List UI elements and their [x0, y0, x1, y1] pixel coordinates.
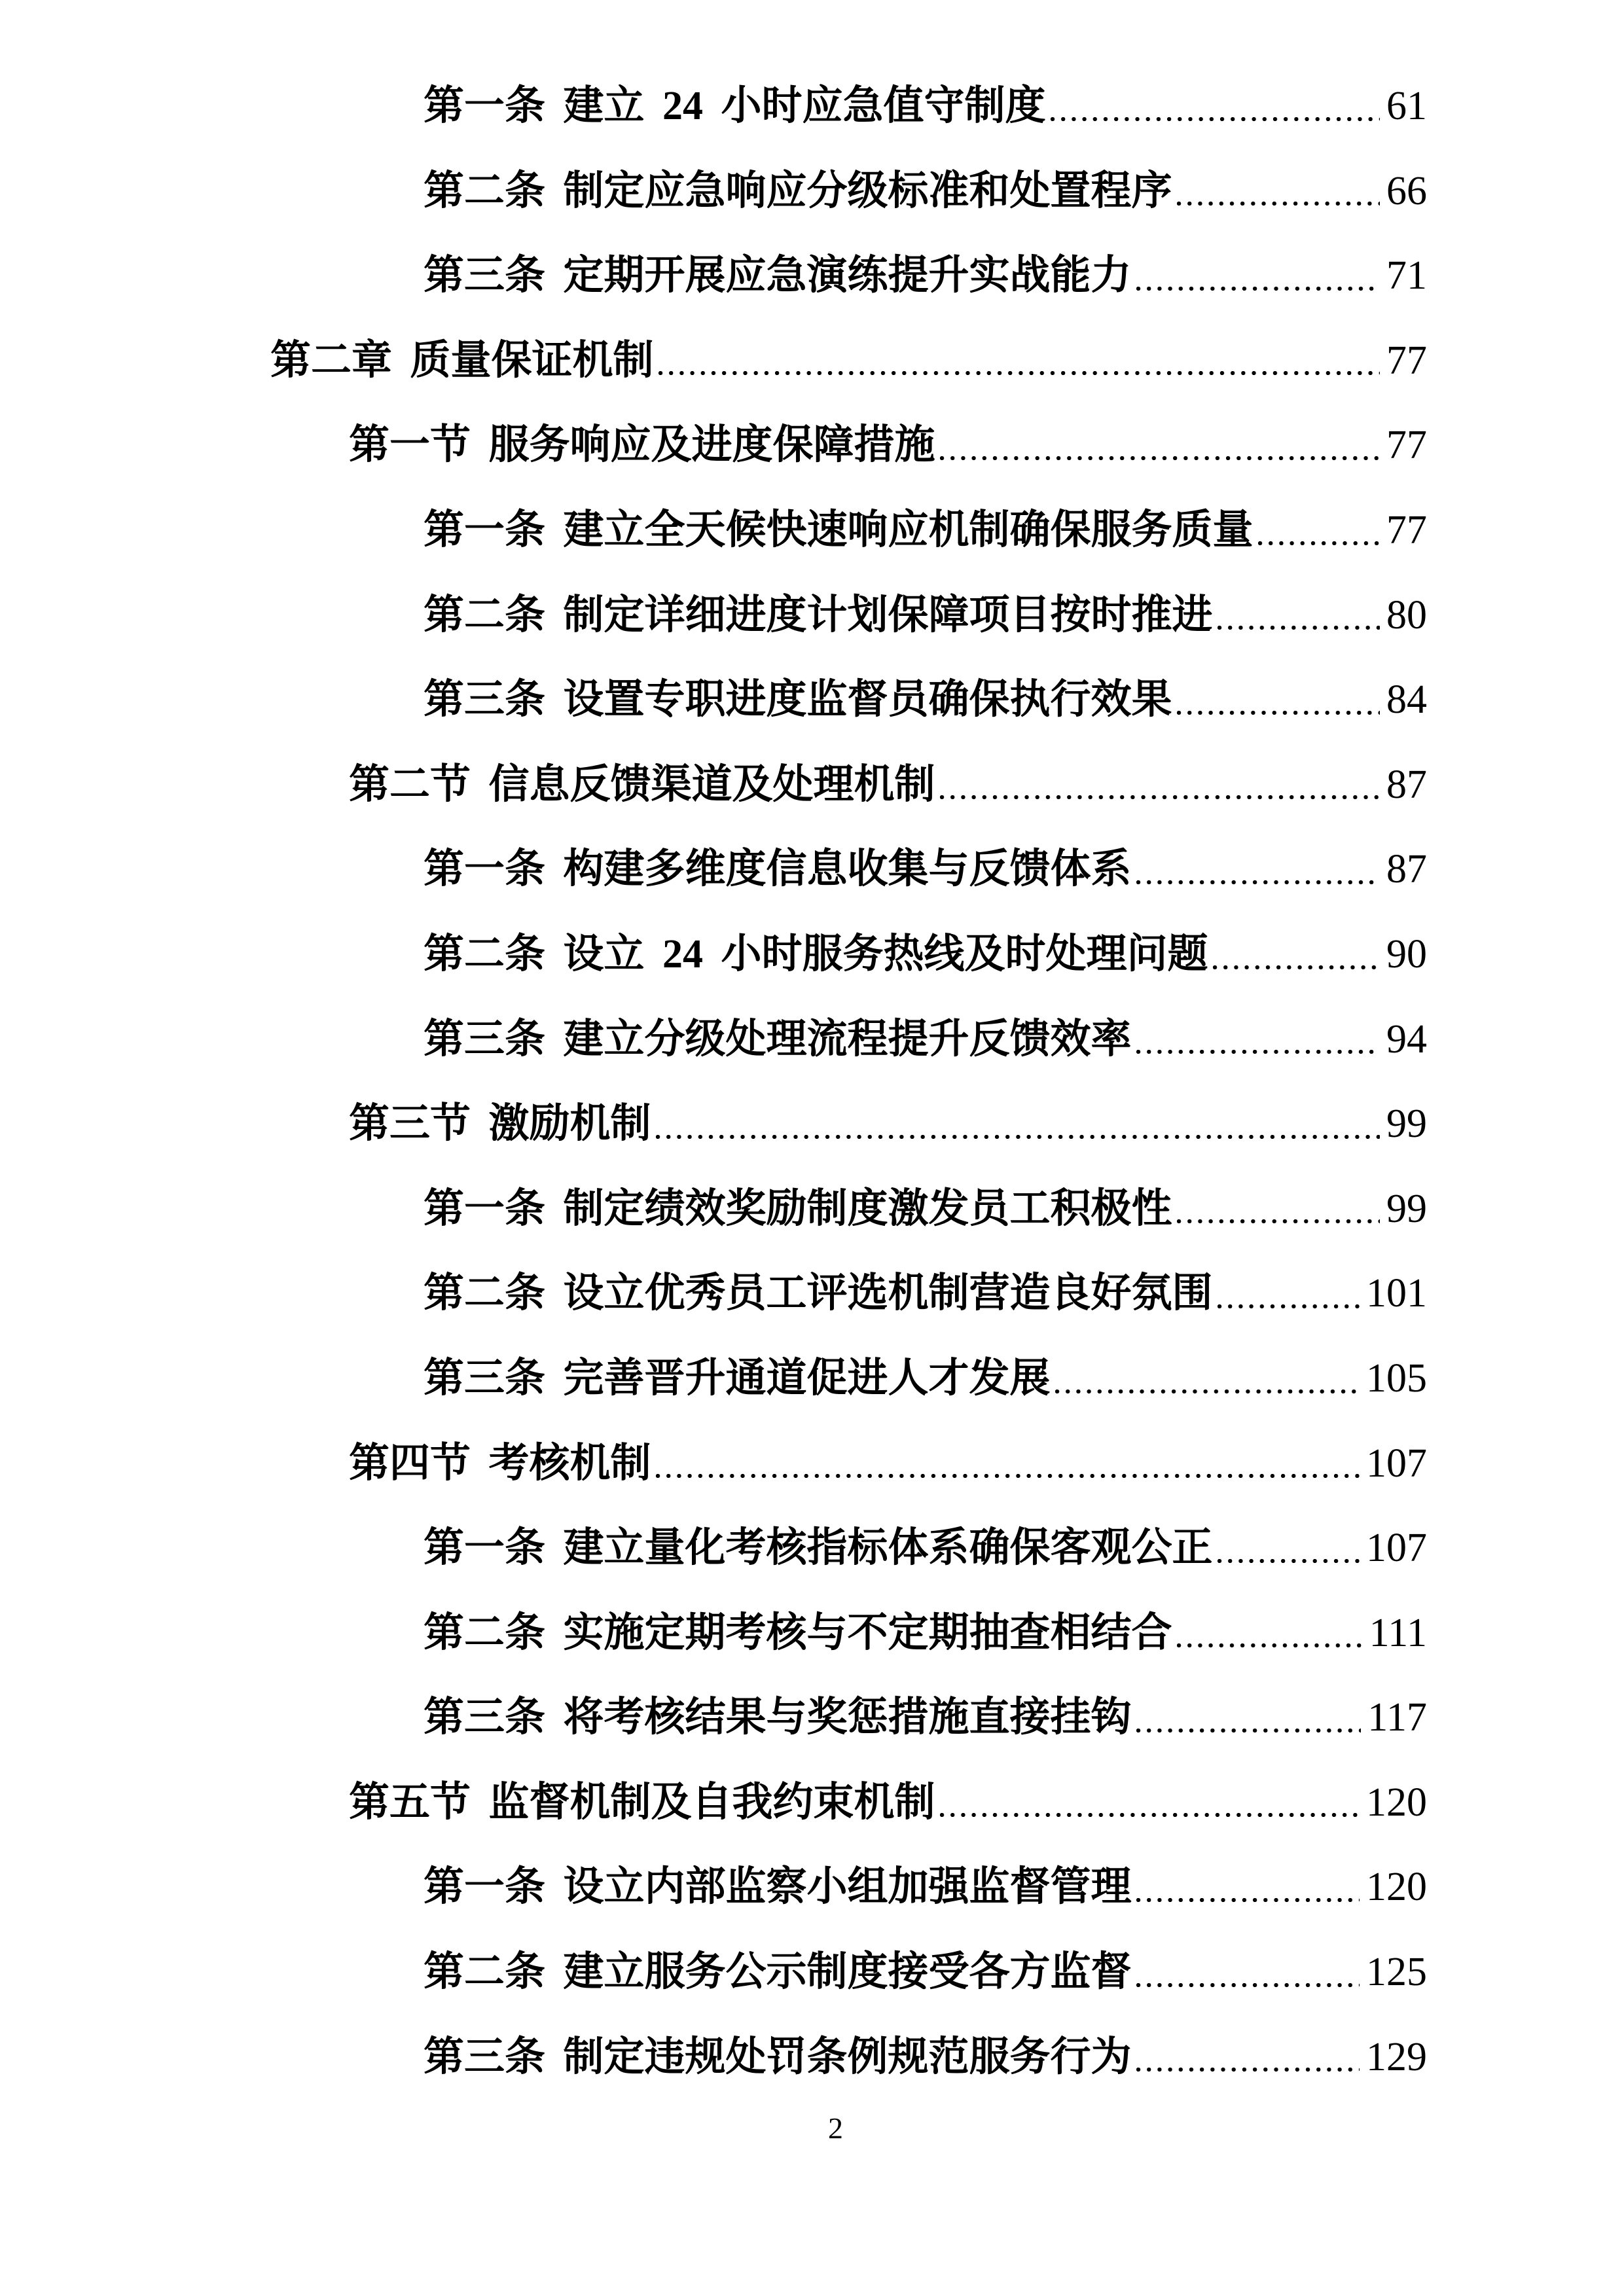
toc-entry	[270, 997, 1427, 1083]
toc-entry-page-number: 87	[1386, 847, 1427, 892]
toc-entry-text: 第二条 实施定期考核与不定期抽查相结合	[424, 1610, 1172, 1655]
toc-entry	[270, 234, 1427, 319]
toc-entry	[270, 573, 1427, 658]
dot-leader	[1055, 1336, 1360, 1422]
dot-leader	[1212, 912, 1380, 997]
toc-entry-text: 第三条 建立分级处理流程提升反馈效率	[424, 1016, 1132, 1062]
toc-entry-text: 第二条 建立服务公示制度接受各方监督	[424, 1950, 1132, 1995]
toc-entry-text: 第五节 监督机制及自我约束机制	[349, 1780, 935, 1825]
toc-entry-page-number: 87	[1386, 762, 1427, 807]
dot-leader	[1217, 573, 1380, 658]
dot-leader	[1176, 658, 1380, 743]
toc-entry	[270, 2015, 1427, 2100]
toc-entry-page-number: 77	[1386, 423, 1427, 468]
dot-leader	[655, 1422, 1360, 1507]
toc-entry-page-number: 105	[1366, 1355, 1427, 1401]
toc-entry-text: 第三条 完善晋升通道促进人才发展	[424, 1355, 1051, 1401]
toc-entry-page-number: 80	[1386, 592, 1427, 637]
toc-entry-text: 第二条 设立 24 小时服务热线及时处理问题	[424, 931, 1208, 977]
toc-entry-text: 第二条 制定应急响应分级标准和处置程序	[424, 168, 1172, 213]
toc-entry-text: 第三条 将考核结果与奖惩措施直接挂钩	[424, 1695, 1132, 1740]
toc-entry-text: 第二条 制定详细进度计划保障项目按时推进	[424, 592, 1213, 637]
dot-leader	[1217, 1251, 1360, 1336]
toc-entry-text: 第一条 建立全天候快速响应机制确保服务质量	[424, 507, 1254, 552]
dot-leader	[939, 1761, 1360, 1846]
dot-leader	[1257, 488, 1380, 573]
dot-leader	[655, 1082, 1380, 1167]
dot-leader	[1136, 1676, 1362, 1761]
toc-entry	[270, 912, 1427, 997]
dot-leader	[1136, 234, 1380, 319]
toc-entry	[270, 1591, 1427, 1676]
toc-entry-page-number: 77	[1386, 507, 1427, 552]
toc-entry	[270, 1506, 1427, 1591]
toc-entry	[270, 149, 1427, 234]
toc-entry	[270, 1761, 1427, 1846]
toc-entry-text: 第一条 建立量化考核指标体系确保客观公正	[424, 1526, 1213, 1571]
dot-leader	[658, 319, 1380, 404]
toc-entry	[270, 1336, 1427, 1422]
toc-entry	[270, 1845, 1427, 1930]
dot-leader	[1050, 64, 1380, 149]
dot-leader	[1136, 1930, 1360, 2015]
toc-entry-page-number: 129	[1366, 2034, 1427, 2079]
toc-entry-text: 第三条 设置专职进度监督员确保执行效果	[424, 677, 1172, 723]
toc-entry	[270, 1930, 1427, 2015]
toc-entry-text: 第二节 信息反馈渠道及处理机制	[349, 762, 935, 807]
toc-entry-text: 第一条 制定绩效奖励制度激发员工积极性	[424, 1186, 1172, 1231]
toc-entry	[270, 319, 1427, 404]
toc-entry-text: 第一条 构建多维度信息收集与反馈体系	[424, 847, 1132, 892]
toc-entry	[270, 64, 1427, 149]
toc-entry	[270, 1082, 1427, 1167]
toc-entry	[270, 658, 1427, 743]
toc-entry-page-number: 84	[1386, 677, 1427, 723]
toc-entry-text: 第二章 质量保证机制	[270, 338, 654, 383]
toc-entry-page-number: 107	[1366, 1526, 1427, 1571]
toc-entry-page-number: 61	[1386, 84, 1427, 128]
toc-entry-text: 第二条 设立优秀员工评选机制营造良好氛围	[424, 1271, 1213, 1316]
toc-entry-page-number: 120	[1366, 1865, 1427, 1910]
toc-entry-page-number: 107	[1366, 1441, 1427, 1486]
toc-entry-page-number: 111	[1369, 1610, 1427, 1655]
toc-entry-page-number: 125	[1366, 1950, 1427, 1995]
dot-leader	[1136, 827, 1380, 912]
dot-leader	[1176, 149, 1380, 234]
toc-entry-page-number: 66	[1386, 168, 1427, 213]
toc-entry-text: 第一条 建立 24 小时应急值守制度	[424, 84, 1046, 128]
toc-entry-text: 第三条 制定违规处罚条例规范服务行为	[424, 2034, 1132, 2079]
dot-leader	[1136, 1845, 1360, 1930]
toc-entry	[270, 488, 1427, 573]
dot-leader	[1176, 1167, 1380, 1252]
dot-leader	[939, 403, 1380, 488]
toc-entry	[270, 1422, 1427, 1507]
toc-entry-page-number: 90	[1386, 931, 1427, 977]
dot-leader	[1176, 1591, 1363, 1676]
toc-entry-text: 第一节 服务响应及进度保障措施	[349, 423, 935, 468]
toc-entry-text: 第四节 考核机制	[349, 1441, 651, 1486]
dot-leader	[1136, 997, 1380, 1083]
page-number-footer: 2	[828, 2111, 843, 2145]
dot-leader	[1217, 1506, 1360, 1591]
toc-entry-page-number: 120	[1366, 1780, 1427, 1825]
toc-entry	[270, 1251, 1427, 1336]
toc-entry	[270, 403, 1427, 488]
toc-entry-page-number: 99	[1386, 1186, 1427, 1231]
toc-entry-page-number: 71	[1386, 253, 1427, 298]
toc-entry-text: 第三节 激励机制	[349, 1102, 651, 1147]
toc-entry-page-number: 117	[1367, 1695, 1427, 1740]
toc-entry-text: 第三条 定期开展应急演练提升实战能力	[424, 253, 1132, 298]
toc-entry-text: 第一条 设立内部监察小组加强监督管理	[424, 1865, 1132, 1910]
toc-entry	[270, 827, 1427, 912]
toc-entry	[270, 1167, 1427, 1252]
toc-entry	[270, 1676, 1427, 1761]
dot-leader	[939, 743, 1380, 828]
toc-entry	[270, 743, 1427, 828]
toc-entry-page-number: 94	[1386, 1016, 1427, 1062]
dot-leader	[1136, 2015, 1360, 2100]
toc-entry-page-number: 77	[1386, 338, 1427, 383]
toc-entry-page-number: 101	[1366, 1271, 1427, 1316]
toc-entry-page-number: 99	[1386, 1102, 1427, 1147]
